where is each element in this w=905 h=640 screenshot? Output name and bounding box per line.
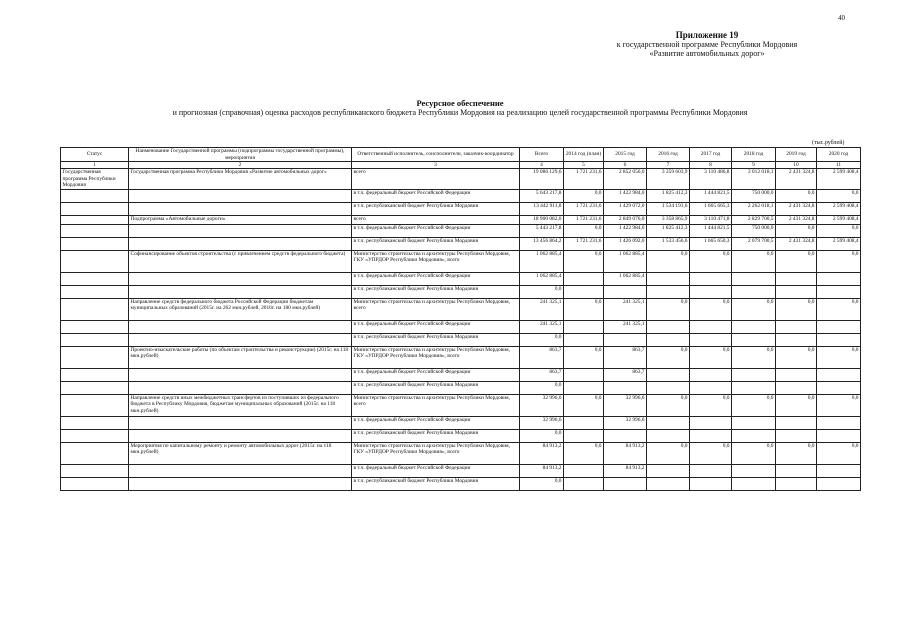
appendix-title: Приложение 19 [675, 30, 739, 40]
table-row [61, 169, 861, 189]
program-name-cell [129, 224, 352, 237]
program-name-cell [129, 237, 352, 250]
program-name-cell [129, 368, 352, 381]
document-subtitle: и прогнозная (справочная) оценка расходов республиканского бюджета Республики Мордовия на реализацию целей государственной программы Республики Мордовия [172, 108, 748, 117]
column-number: 5 [564, 162, 604, 169]
amount-cell: 750 000,0 [732, 189, 776, 202]
appendix-line-2: к государственной программе Республики Мордовия [616, 40, 798, 49]
amount-cell: 1 721 231,6 [564, 169, 604, 189]
amount-cell: 84 913,2 [604, 442, 647, 464]
status-cell [61, 298, 129, 320]
amount-cell: 32 996,6 [520, 394, 564, 416]
amount-cell: 1 665 665,3 [690, 202, 732, 215]
amount-cell: 18 900 082,0 [520, 215, 564, 224]
amount-cell: 0,0 [520, 381, 564, 394]
amount-cell: 1 721 231,6 [564, 215, 604, 224]
amount-cell: 241 325,1 [520, 320, 564, 333]
amount-cell: 0,0 [647, 250, 690, 272]
table-row [61, 416, 861, 429]
amount-cell: 2 852 056,0 [604, 169, 647, 189]
amount-cell [817, 429, 861, 442]
amount-cell: 0,0 [776, 250, 817, 272]
program-name-cell [129, 416, 352, 429]
amount-cell [690, 464, 732, 477]
column-number: 3 [352, 162, 520, 169]
amount-cell: 1 422 984,0 [604, 189, 647, 202]
column-header: 2015 год [604, 148, 647, 162]
amount-cell: 863,7 [604, 368, 647, 381]
amount-cell [817, 381, 861, 394]
table-row [61, 202, 861, 215]
amount-cell [564, 464, 604, 477]
amount-cell [647, 320, 690, 333]
executor-cell: всего [352, 215, 520, 224]
amount-cell [647, 368, 690, 381]
amount-cell: 0,0 [776, 298, 817, 320]
column-header: Ответственный исполнитель, соисполнители, заказчик-координатор [352, 148, 520, 162]
status-cell [61, 416, 129, 429]
table-header-row [61, 148, 861, 162]
amount-cell: 0,0 [776, 346, 817, 368]
amount-cell: 13 442 911,8 [520, 202, 564, 215]
amount-cell [732, 464, 776, 477]
appendix-line-3: «Развитие автомобильных дорог» [649, 49, 765, 58]
executor-cell: в т.ч. республиканский бюджет Республики Мордовия [352, 237, 520, 250]
amount-cell: 2 599 408,4 [817, 202, 861, 215]
amount-cell: 32 996,6 [520, 416, 564, 429]
amount-cell: 3 358 865,9 [647, 215, 690, 224]
amount-cell: 0,0 [732, 346, 776, 368]
executor-cell: в т.ч. республиканский бюджет Республики Мордовия [352, 333, 520, 346]
amount-cell: 1 721 231,6 [564, 202, 604, 215]
amount-cell: 84 913,2 [604, 464, 647, 477]
table-row [61, 429, 861, 442]
executor-cell: в т.ч. федеральный бюджет Российской Федерации [352, 320, 520, 333]
amount-cell: 2 431 324,8 [776, 215, 817, 224]
amount-cell [690, 320, 732, 333]
executor-cell: Министерство строительства и архитектуры Республики Мордовия, ГКУ «УПРДОР Республики Мордовия», всего [352, 442, 520, 464]
column-number: 10 [776, 162, 817, 169]
status-cell [61, 477, 129, 490]
amount-cell [604, 333, 647, 346]
amount-cell: 0,0 [732, 250, 776, 272]
table-row [61, 464, 861, 477]
status-cell [61, 429, 129, 442]
program-name-cell: Направление средств федерального бюджета Российской Федерации бюджетам муниципальных образований (2015г. на 262 мкн.рублей, 2016г. на 180 мкн.рублей) [129, 298, 352, 320]
amount-cell: 2 431 324,8 [776, 169, 817, 189]
amount-cell: 1 426 092,0 [604, 237, 647, 250]
amount-cell [564, 416, 604, 429]
amount-cell: 241 325,1 [604, 298, 647, 320]
table-row [61, 394, 861, 416]
amount-cell: 0,0 [732, 394, 776, 416]
amount-cell: 1 062 885,4 [520, 272, 564, 285]
amount-cell [604, 477, 647, 490]
page-number: 40 [838, 14, 845, 22]
amount-cell: 0,0 [647, 442, 690, 464]
column-header: 2014 год (план) [564, 148, 604, 162]
amount-cell [604, 381, 647, 394]
amount-cell [690, 333, 732, 346]
column-number: 4 [520, 162, 564, 169]
amount-cell: 32 996,6 [604, 416, 647, 429]
executor-cell: в т.ч. федеральный бюджет Российской Федерации [352, 189, 520, 202]
amount-cell: 0,0 [564, 189, 604, 202]
document-heading [60, 98, 860, 117]
executor-cell: Министерство строительства и архитектуры Республики Мордовия, ГКУ «УПРДОР Республики Мордовия», всего [352, 250, 520, 272]
amount-cell [732, 272, 776, 285]
status-cell [61, 224, 129, 237]
executor-cell: Министерство строительства и архитектуры Республики Мордовия, всего [352, 298, 520, 320]
program-name-cell [129, 285, 352, 298]
column-number: 2 [129, 162, 352, 169]
amount-cell [647, 464, 690, 477]
amount-cell: 19 086 129,6 [520, 169, 564, 189]
amount-cell: 1 533 456,6 [647, 237, 690, 250]
amount-cell: 2 599 408,4 [817, 169, 861, 189]
program-name-cell: Подпрограмма «Автомобильные дороги» [129, 215, 352, 224]
program-name-cell: Государственная программа Республики Мордовия «Развитие автомобильных дорог» [129, 169, 352, 189]
column-header: Всего [520, 148, 564, 162]
amount-cell: 0,0 [817, 298, 861, 320]
executor-cell: в т.ч. республиканский бюджет Республики Мордовия [352, 429, 520, 442]
amount-cell: 0,0 [776, 394, 817, 416]
amount-cell: 5 443 217,8 [520, 224, 564, 237]
executor-cell: в т.ч. федеральный бюджет Российской Федерации [352, 224, 520, 237]
program-name-cell [129, 189, 352, 202]
status-cell [61, 189, 129, 202]
status-cell [61, 202, 129, 215]
status-cell [61, 368, 129, 381]
amount-cell: 84 913,2 [520, 442, 564, 464]
amount-cell: 3 012 018,1 [732, 169, 776, 189]
status-cell [61, 237, 129, 250]
amount-cell [732, 429, 776, 442]
column-header: Статус [61, 148, 129, 162]
amount-cell [817, 477, 861, 490]
column-header: 2020 год [817, 148, 861, 162]
program-name-cell [129, 272, 352, 285]
amount-cell: 241 325,1 [604, 320, 647, 333]
amount-cell [647, 272, 690, 285]
amount-cell: 1 534 191,6 [647, 202, 690, 215]
status-cell: Государственная программа Республики Мордовия [61, 169, 129, 189]
table-row [61, 250, 861, 272]
amount-cell: 0,0 [564, 298, 604, 320]
amount-cell: 2 262 018,1 [732, 202, 776, 215]
amount-cell: 0,0 [776, 442, 817, 464]
table-row [61, 224, 861, 237]
amount-cell [817, 320, 861, 333]
amount-cell: 0,0 [564, 346, 604, 368]
amount-cell [647, 333, 690, 346]
column-header: 2017 год [690, 148, 732, 162]
amount-cell: 3 359 603,9 [647, 169, 690, 189]
amount-cell: 1 444 821,5 [690, 224, 732, 237]
status-cell [61, 442, 129, 464]
amount-cell [732, 333, 776, 346]
amount-cell: 0,0 [520, 285, 564, 298]
status-cell [61, 285, 129, 298]
program-name-cell: Софинансирование объектов строительства (с привлечением средств федерального бюджета) [129, 250, 352, 272]
amount-cell [604, 285, 647, 298]
status-cell [61, 272, 129, 285]
amount-cell: 2 599 408,4 [817, 237, 861, 250]
status-cell [61, 346, 129, 368]
amount-cell: 0,0 [564, 394, 604, 416]
column-number: 1 [61, 162, 129, 169]
amount-cell [564, 272, 604, 285]
amount-cell: 0,0 [690, 346, 732, 368]
column-number-row [61, 162, 861, 169]
amount-cell [776, 429, 817, 442]
amount-cell: 1 062 885,4 [520, 250, 564, 272]
status-cell [61, 381, 129, 394]
program-name-cell [129, 320, 352, 333]
amount-cell: 2 829 700,5 [732, 215, 776, 224]
amount-cell [647, 477, 690, 490]
amount-cell: 0,0 [520, 429, 564, 442]
amount-cell: 13 456 864,2 [520, 237, 564, 250]
amount-cell: 0,0 [817, 394, 861, 416]
amount-cell: 0,0 [520, 477, 564, 490]
executor-cell: в т.ч. федеральный бюджет Российской Федерации [352, 368, 520, 381]
amount-cell [776, 464, 817, 477]
amount-cell: 0,0 [690, 394, 732, 416]
amount-cell: 0,0 [564, 224, 604, 237]
amount-cell [647, 381, 690, 394]
amount-cell: 1 665 650,3 [690, 237, 732, 250]
table-row [61, 477, 861, 490]
amount-cell: 0,0 [817, 189, 861, 202]
executor-cell: всего [352, 169, 520, 189]
executor-cell: в т.ч. федеральный бюджет Российской Федерации [352, 464, 520, 477]
column-number: 9 [732, 162, 776, 169]
amount-cell [690, 272, 732, 285]
amount-cell: 84 913,2 [520, 464, 564, 477]
table-body [61, 169, 861, 490]
executor-cell: в т.ч. республиканский бюджет Республики Мордовия [352, 202, 520, 215]
table-row [61, 368, 861, 381]
status-cell [61, 250, 129, 272]
amount-cell [732, 381, 776, 394]
resource-table [60, 147, 861, 491]
amount-cell [776, 368, 817, 381]
table-row [61, 215, 861, 224]
amount-cell: 0,0 [817, 224, 861, 237]
table-row [61, 442, 861, 464]
amount-cell [817, 368, 861, 381]
amount-cell [817, 285, 861, 298]
table-row [61, 333, 861, 346]
amount-cell: 2 431 324,8 [776, 237, 817, 250]
amount-cell [732, 320, 776, 333]
amount-cell: 0,0 [732, 298, 776, 320]
amount-cell: 2 431 324,8 [776, 202, 817, 215]
amount-cell [647, 416, 690, 429]
column-number: 6 [604, 162, 647, 169]
amount-cell [690, 368, 732, 381]
amount-cell: 0,0 [690, 298, 732, 320]
executor-cell: в т.ч. федеральный бюджет Российской Федерации [352, 416, 520, 429]
amount-cell: 2 599 408,4 [817, 215, 861, 224]
program-name-cell [129, 381, 352, 394]
unit-label: (тыс.рублей) [812, 140, 845, 146]
executor-cell: в т.ч. республиканский бюджет Республики Мордовия [352, 285, 520, 298]
amount-cell: 0,0 [564, 442, 604, 464]
amount-cell: 0,0 [776, 224, 817, 237]
program-name-cell [129, 429, 352, 442]
status-cell [61, 394, 129, 416]
amount-cell [776, 477, 817, 490]
amount-cell: 2 849 076,0 [604, 215, 647, 224]
amount-cell [732, 416, 776, 429]
amount-cell: 0,0 [647, 346, 690, 368]
amount-cell [647, 285, 690, 298]
amount-cell: 3 110 486,8 [690, 169, 732, 189]
amount-cell [564, 429, 604, 442]
amount-cell [604, 429, 647, 442]
amount-cell [817, 416, 861, 429]
amount-cell: 0,0 [564, 250, 604, 272]
column-header: Наименование Государственной программы (подпрограммы государственной программы), мероприятия [129, 148, 352, 162]
table-row [61, 320, 861, 333]
amount-cell: 3 110 471,8 [690, 215, 732, 224]
document-title: Ресурсное обеспечение [416, 98, 504, 108]
executor-cell: Министерство строительства и архитектуры Республики Мордовия, ГКУ «УПРДОР Республики Мордовия», всего [352, 346, 520, 368]
amount-cell: 241 325,1 [520, 298, 564, 320]
executor-cell: в т.ч. республиканский бюджет Республики Мордовия [352, 477, 520, 490]
amount-cell: 863,7 [520, 346, 564, 368]
amount-cell: 863,7 [604, 346, 647, 368]
column-header: 2018 год [732, 148, 776, 162]
table-row [61, 381, 861, 394]
amount-cell: 32 996,6 [604, 394, 647, 416]
executor-cell: в т.ч. республиканский бюджет Республики Мордовия [352, 381, 520, 394]
amount-cell [564, 333, 604, 346]
amount-cell [776, 285, 817, 298]
column-number: 7 [647, 162, 690, 169]
column-header: 2016 год [647, 148, 690, 162]
amount-cell: 0,0 [520, 333, 564, 346]
table-row [61, 237, 861, 250]
amount-cell: 1 062 885,4 [604, 272, 647, 285]
amount-cell [776, 320, 817, 333]
program-name-cell [129, 333, 352, 346]
amount-cell [776, 333, 817, 346]
program-name-cell: Проектно-изыскательские работы (по объектам строительства и реконструкции) (2015г. на 118 мкн.рублей) [129, 346, 352, 368]
amount-cell: 0,0 [732, 442, 776, 464]
amount-cell [732, 368, 776, 381]
amount-cell [732, 285, 776, 298]
table-row [61, 298, 861, 320]
status-cell [61, 464, 129, 477]
amount-cell [776, 416, 817, 429]
column-number: 8 [690, 162, 732, 169]
amount-cell: 0,0 [690, 250, 732, 272]
amount-cell: 1 062 885,4 [604, 250, 647, 272]
amount-cell [647, 429, 690, 442]
status-cell [61, 333, 129, 346]
amount-cell [690, 429, 732, 442]
amount-cell [817, 464, 861, 477]
program-name-cell: Направление средств иных межбюджетных трансфертов из поступивших из федерального бюджета в Республику Мордовия, бюджетам муниципальных образований (2015г. на 118 мкн.рублей) [129, 394, 352, 416]
amount-cell: 0,0 [776, 189, 817, 202]
amount-cell [817, 333, 861, 346]
amount-cell: 0,0 [817, 346, 861, 368]
program-name-cell [129, 202, 352, 215]
amount-cell [564, 368, 604, 381]
table-row [61, 189, 861, 202]
amount-cell: 2 079 700,5 [732, 237, 776, 250]
amount-cell [776, 381, 817, 394]
table-row [61, 285, 861, 298]
program-name-cell: Мероприятия по капитальному ремонту и ремонту автомобильных дорог (2015г. на 118 мкн.рублей) [129, 442, 352, 464]
column-number: 11 [817, 162, 861, 169]
amount-cell [564, 381, 604, 394]
table-row [61, 346, 861, 368]
amount-cell [564, 320, 604, 333]
amount-cell [564, 477, 604, 490]
status-cell [61, 215, 129, 224]
amount-cell: 0,0 [817, 442, 861, 464]
status-cell [61, 320, 129, 333]
amount-cell [690, 285, 732, 298]
amount-cell: 1 825 412,3 [647, 224, 690, 237]
appendix-block [557, 30, 857, 58]
column-header: 2019 год [776, 148, 817, 162]
amount-cell [776, 272, 817, 285]
amount-cell: 1 721 231,6 [564, 237, 604, 250]
amount-cell [817, 272, 861, 285]
amount-cell: 0,0 [690, 442, 732, 464]
amount-cell [690, 381, 732, 394]
amount-cell: 1 444 821,5 [690, 189, 732, 202]
amount-cell: 0,0 [647, 298, 690, 320]
executor-cell: Министерство строительства и архитектуры Республики Мордовия, всего [352, 394, 520, 416]
amount-cell: 1 825 412,3 [647, 189, 690, 202]
amount-cell [564, 285, 604, 298]
executor-cell: в т.ч. федеральный бюджет Российской Федерации [352, 272, 520, 285]
amount-cell: 1 429 072,0 [604, 202, 647, 215]
amount-cell: 0,0 [817, 250, 861, 272]
amount-cell [690, 416, 732, 429]
amount-cell: 1 422 984,0 [604, 224, 647, 237]
program-name-cell [129, 477, 352, 490]
table-row [61, 272, 861, 285]
amount-cell: 750 000,0 [732, 224, 776, 237]
program-name-cell [129, 464, 352, 477]
amount-cell [732, 477, 776, 490]
amount-cell: 5 643 217,8 [520, 189, 564, 202]
amount-cell: 0,0 [647, 394, 690, 416]
amount-cell [690, 477, 732, 490]
amount-cell: 863,7 [520, 368, 564, 381]
